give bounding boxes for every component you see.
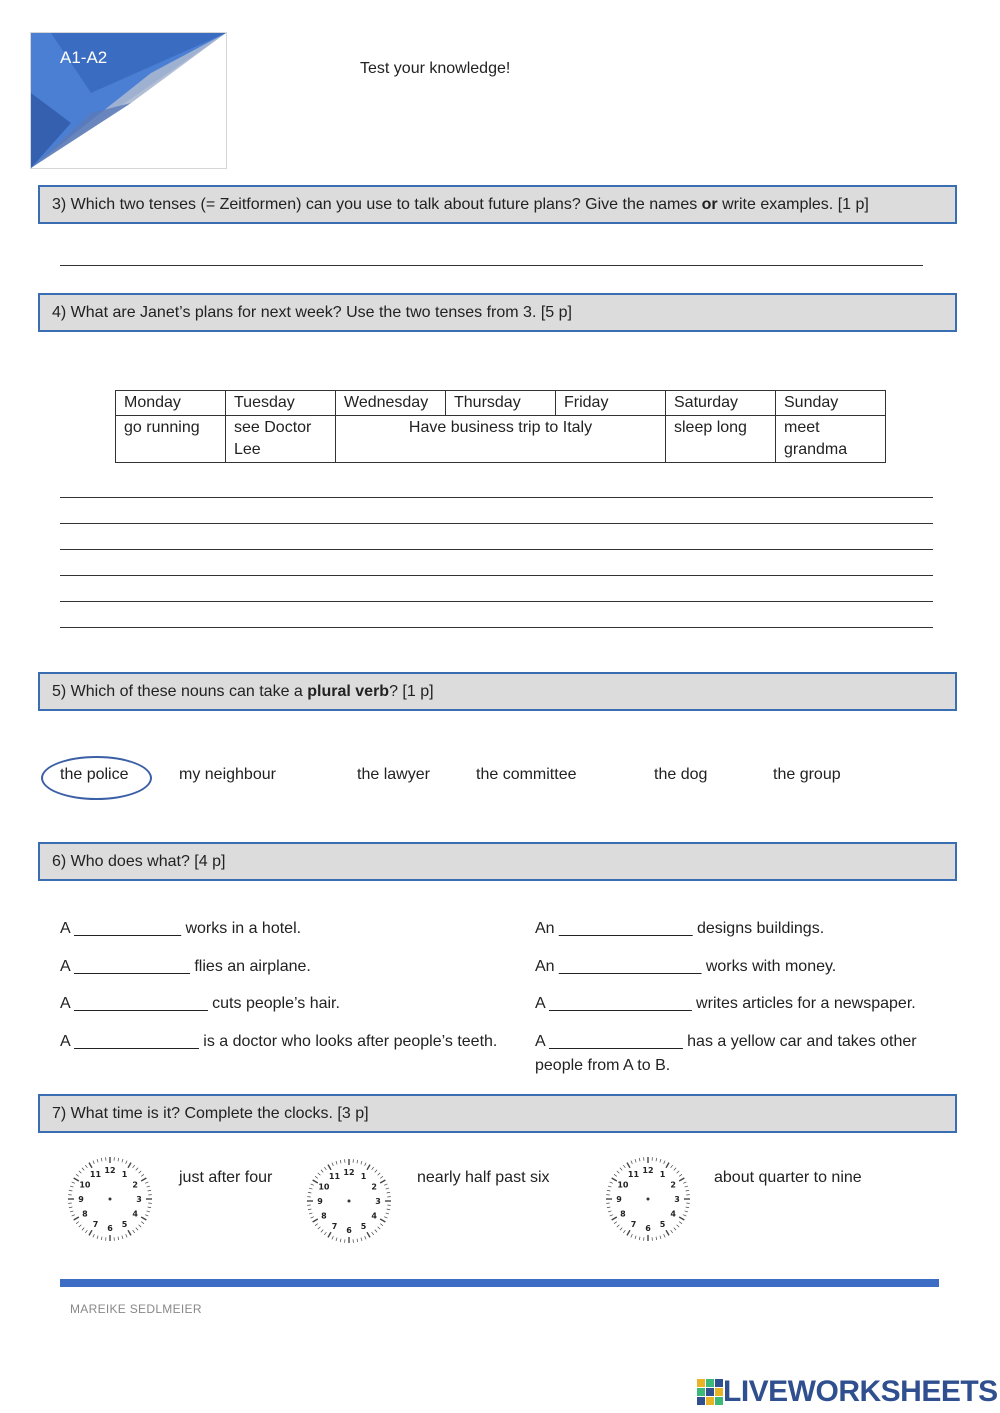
answer-line-q4[interactable] [60,497,933,498]
clock-number: 5 [360,1222,367,1232]
noun-option[interactable]: my neighbour [179,766,276,783]
clock-tick [311,1184,314,1185]
clock-tick [126,1161,127,1164]
clock-tick [315,1224,318,1226]
clock-tick [380,1176,383,1178]
clock-tick [679,1178,684,1181]
table-header-row [116,391,886,416]
clock-tick [674,1168,676,1171]
clock-tick [671,1230,673,1233]
clock-tick [340,1160,341,1163]
clock-number: 3 [136,1195,142,1204]
clock-number: 10 [318,1182,330,1192]
clock-number: 11 [627,1169,640,1179]
liveworksheets-logo [697,1376,998,1408]
clock-tick [639,1158,640,1161]
clock-number: 6 [346,1226,352,1235]
clock-tick [679,1217,684,1220]
clock-tick [147,1186,150,1187]
clock-tick [372,1167,374,1170]
plan-midweek: Have business trip to Italy [336,416,666,463]
q5-suffix: ? [1 p] [389,683,434,700]
clock-tick [148,1207,151,1208]
clock-number: 3 [375,1197,381,1206]
clock-tick [308,1192,311,1193]
plan-monday: go running [116,416,226,463]
clock-tick [321,1230,323,1233]
job-sentence[interactable]: An ________________ works with money. [535,958,837,975]
clock-tick [686,1190,689,1191]
brand-name: LIVEWORKSHEETS [723,1375,998,1408]
clock-number: 11 [89,1169,102,1179]
clock-tick [313,1219,318,1222]
job-sentence[interactable]: A _______________ has a yellow car and takes other people from A to B. [535,1033,917,1074]
clock-tick [308,1209,311,1210]
day-header: Saturday [666,391,776,416]
question-3 [38,185,957,224]
clock-tick [69,1190,72,1191]
clock-tick [141,1178,146,1181]
q3-prefix: 3) Which two tenses (= Zeitformen) can you use to talk about future plans? Give the names [52,196,702,213]
question-7: 7) What time is it? Complete the clocks. [3 p] [38,1094,957,1133]
clock-tick [365,1236,366,1239]
clock-number: 8 [620,1209,626,1219]
clock-tick [324,1167,326,1170]
clock-tick [340,1239,341,1242]
question-4: 4) What are Janet’s plans for next week? Use the two tenses from 3. [5 p] [38,293,957,332]
clock-tick [386,1188,389,1189]
clock-tick [656,1237,657,1240]
clock-tick [361,1238,362,1241]
clock-tick [133,1230,135,1233]
clock-tick [74,1178,79,1181]
clock-number: 2 [132,1180,138,1190]
clock-tick [122,1236,123,1239]
clock-tick [620,1168,622,1171]
level-label: A1-A2 [60,48,108,67]
clock-number: 12 [343,1168,355,1177]
clock-tick [74,1217,79,1220]
clock-tick [614,1174,617,1176]
job-sentence[interactable]: A ____________ works in a hotel. [60,920,302,937]
clock-tick [321,1170,323,1173]
clock-tick [93,1161,94,1164]
clock-tick [311,1217,314,1218]
clock-tick [141,1174,144,1176]
q5-prefix: 5) Which of these nouns can take a [52,683,308,700]
clock-tick [387,1192,390,1193]
clock-tick [608,1211,611,1212]
clock-tick [122,1159,123,1162]
clock-tick [101,1158,102,1161]
clock-tick [69,1207,72,1208]
clock-tick [608,1186,611,1187]
clock-tick [332,1236,333,1239]
day-header: Monday [116,391,226,416]
clock-tick [336,1161,337,1164]
day-header: Friday [556,391,666,416]
clock-tick [328,1232,331,1237]
clock-tick [89,1163,92,1168]
clock-number: 6 [645,1224,651,1233]
clock-tick [313,1180,318,1183]
job-sentence[interactable]: A ________________ writes articles for a newspaper. [535,995,916,1012]
clock-tick [635,1236,636,1239]
clock-tick [336,1238,337,1241]
clock-number: 10 [79,1180,91,1190]
clock-tick [136,1168,138,1171]
clock-tick [147,1211,150,1212]
noun-option[interactable]: the committee [476,766,577,783]
clock-tick [328,1165,331,1170]
clock-tick [380,1219,385,1222]
clock-tick [386,1213,389,1214]
clock-number: 7 [92,1220,99,1230]
clock-tick [309,1188,312,1189]
clock-tick [623,1230,625,1233]
clock-tick [683,1215,686,1216]
clock-tick [315,1176,318,1178]
author-name: MAREIKE SEDLMEIER [70,1302,202,1316]
clock-tick [128,1163,131,1168]
clock-tick [627,1163,630,1168]
clock-tick [118,1237,119,1240]
day-header: Sunday [776,391,886,416]
clock-tick [309,1213,312,1214]
plan-saturday: sleep long [666,416,776,463]
clock-tick [387,1209,390,1210]
clock-tick [610,1215,613,1216]
clock-tick [76,1222,79,1224]
answer-line-q4[interactable] [60,575,933,576]
clock-face-icon[interactable] [66,1155,154,1243]
clock-tick [79,1171,82,1173]
footer-bar [60,1279,939,1287]
clock-number: 10 [617,1180,629,1190]
clock-tick [89,1230,92,1235]
job-sentence[interactable]: A ______________ is a doctor who looks after people’s teeth. [60,1033,498,1050]
clock-number: 6 [107,1224,113,1233]
clock-tick [148,1190,151,1191]
answer-line-q3[interactable] [60,265,923,266]
clock-tick [631,1234,632,1237]
clock-tick [375,1170,377,1173]
clock-tick [367,1232,370,1237]
clock-face-icon[interactable] [604,1155,692,1243]
clock-tick [93,1234,94,1237]
q3-bold: or [701,196,718,213]
clock-tick [666,1163,669,1168]
clock-tick [361,1161,362,1164]
clock-tick [617,1225,620,1227]
clock-tick [126,1234,127,1237]
clock-tick [607,1207,610,1208]
clock-tick [607,1190,610,1191]
answer-line-q4[interactable] [60,627,933,628]
clock-tick [627,1230,630,1235]
answer-line-q4[interactable] [60,601,933,602]
day-header: Wednesday [336,391,446,416]
day-header: Tuesday [226,391,336,416]
clock-tick [145,1182,148,1183]
noun-option[interactable]: the police [60,766,129,783]
clock-tick [683,1182,686,1183]
clock-number: 3 [674,1195,680,1204]
clock-tick [97,1236,98,1239]
clock-tick [685,1186,688,1187]
clock-label: about quarter to nine [714,1169,862,1186]
clock-tick [685,1211,688,1212]
clock-number: 7 [331,1222,338,1232]
clock-tick [85,1165,87,1168]
clock-number: 5 [659,1220,666,1230]
clock-tick [97,1159,98,1162]
clock-tick [631,1161,632,1164]
clock-tick [660,1159,661,1162]
clock-number: 9 [616,1195,622,1204]
clock-tick [664,1161,665,1164]
clock-number: 9 [78,1195,84,1204]
clock-number: 4 [132,1209,138,1219]
clock-tick [623,1165,625,1168]
clock-tick [72,1182,75,1183]
clock-tick [660,1236,661,1239]
clock-tick [620,1228,622,1231]
clock-tick [141,1217,146,1220]
question-5 [38,672,957,711]
job-sentence[interactable]: A _____________ flies an airplane. [60,958,311,975]
clock-tick [367,1165,370,1170]
clock-tick [139,1225,142,1227]
clock-number: 8 [82,1209,88,1219]
answer-line-q4[interactable] [60,549,933,550]
q5-bold: plural verb [307,683,390,700]
clock-tick [145,1215,148,1216]
noun-option[interactable]: the group [773,766,841,783]
clock-number: 11 [328,1171,341,1181]
clock-tick [318,1227,321,1229]
plan-tuesday: see Doctor Lee [226,416,336,463]
clock-tick [612,1178,617,1181]
clock-tick [324,1232,326,1235]
clock-number: 9 [317,1197,323,1206]
clock-number: 7 [630,1220,637,1230]
clock-tick [674,1228,676,1231]
clock-tick [679,1174,682,1176]
clock-number: 12 [642,1166,654,1175]
clock-tick [378,1173,381,1175]
clock-tick [666,1230,669,1235]
clock-tick [686,1207,689,1208]
clock-tick [677,1225,680,1227]
clock-tick [380,1180,385,1183]
clock-tick [380,1224,383,1226]
clock-tick [610,1182,613,1183]
clock-number: 1 [121,1169,128,1179]
clock-tick [671,1165,673,1168]
clock-number: 1 [659,1169,666,1179]
clock-tick [679,1222,682,1224]
page-title: Test your knowledge! [360,60,511,77]
clock-tick [318,1173,321,1175]
clock-tick [656,1158,657,1161]
question-6: 6) Who does what? [4 p] [38,842,957,881]
clock-tick [365,1163,366,1166]
clock-tick [375,1230,377,1233]
clock-tick [72,1215,75,1216]
clock-tick [70,1211,73,1212]
clock-tick [118,1158,119,1161]
clock-tick [372,1232,374,1235]
clock-tick [70,1186,73,1187]
job-sentence[interactable]: An _______________ designs buildings. [535,920,825,937]
clock-tick [76,1174,79,1176]
clock-number: 2 [371,1182,377,1192]
clock-tick [612,1217,617,1220]
liveworksheets-icon [697,1379,723,1405]
clock-tick [357,1239,358,1242]
clock-number: 4 [670,1209,676,1219]
clock-tick [357,1160,358,1163]
clock-number: 4 [371,1211,377,1221]
clock-tick [128,1230,131,1235]
clock-face-icon[interactable] [305,1157,393,1245]
clock-tick [614,1222,617,1224]
plan-table [115,390,886,463]
clock-tick [139,1171,142,1173]
clock-tick [136,1228,138,1231]
clock-tick [664,1234,665,1237]
clock-number: 1 [360,1171,367,1181]
noun-option[interactable]: the lawyer [357,766,430,783]
clock-tick [677,1171,680,1173]
clock-number: 5 [121,1220,128,1230]
clock-number: 2 [670,1180,676,1190]
clock-tick [384,1184,387,1185]
clock-tick [82,1228,84,1231]
q3-suffix: write examples. [1 p] [717,196,869,213]
clock-tick [639,1237,640,1240]
clock-tick [133,1165,135,1168]
job-sentence[interactable]: A _______________ cuts people’s hair. [60,995,340,1012]
answer-line-q4[interactable] [60,523,933,524]
clock-tick [617,1171,620,1173]
clock-number: 8 [321,1211,327,1221]
clock-tick [384,1217,387,1218]
clock-tick [378,1227,381,1229]
clock-label: nearly half past six [417,1169,550,1186]
clock-label: just after four [179,1169,273,1186]
clock-tick [82,1168,84,1171]
plan-sunday: meet grandma [776,416,886,463]
clock-number: 12 [104,1166,116,1175]
clock-tick [79,1225,82,1227]
clock-tick [332,1163,333,1166]
clock-tick [635,1159,636,1162]
day-header: Thursday [446,391,556,416]
noun-option[interactable]: the dog [654,766,708,783]
clock-tick [85,1230,87,1233]
clock-tick [101,1237,102,1240]
clock-tick [141,1222,144,1224]
table-row [116,416,886,463]
